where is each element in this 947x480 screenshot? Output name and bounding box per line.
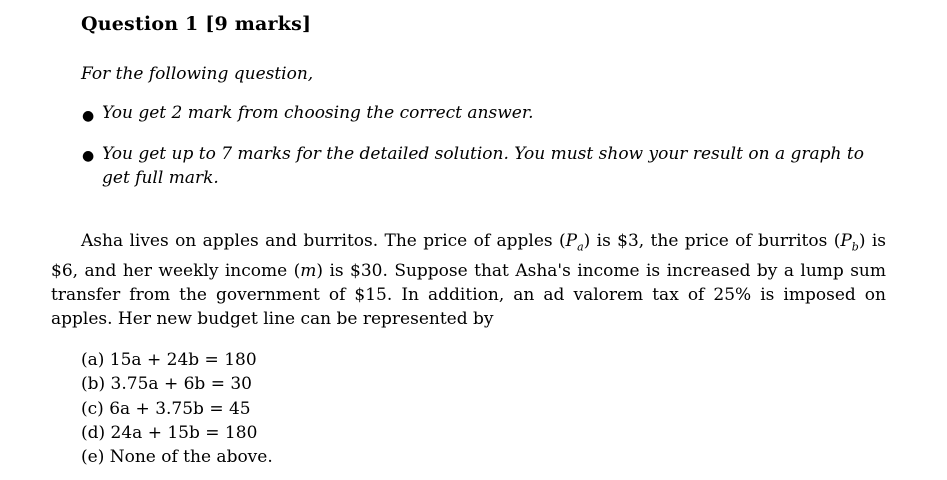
bullet-text-correct-answer: You get 2 mark from choosing the correct answer. bbox=[102, 103, 534, 123]
problem-text: ) is $6, and her weekly income ( bbox=[51, 231, 886, 282]
bullet-icon: ● bbox=[82, 108, 95, 124]
problem-text: ) is $30. Suppose that Asha's income is increased by a lump sum transfer from the government of $15. In addition, an ad valorem tax of 25% is imposed on apples. Her new budget line can be represented by bbox=[51, 261, 886, 330]
instructions-intro: For the following question, bbox=[81, 64, 314, 84]
option-e: (e) None of the above. bbox=[81, 447, 273, 468]
question-heading: Question 1 [9 marks] bbox=[81, 13, 312, 35]
option-d: (d) 24a + 15b = 180 bbox=[81, 422, 258, 443]
option-b: (b) 3.75a + 6b = 30 bbox=[81, 374, 252, 395]
income-symbol: m bbox=[300, 261, 317, 282]
price-burritos-symbol: $P_b$ bbox=[840, 231, 859, 254]
problem-text: Asha lives on apples and burritos. The price of apples ( bbox=[81, 231, 566, 251]
price-apples-symbol: $P_a$ bbox=[565, 231, 584, 254]
option-c: (c) 6a + 3.75b = 45 bbox=[81, 398, 251, 419]
bullet-text-detailed-solution: You get up to 7 marks for the detailed solution. You must show your result on a graph to get full mark. bbox=[102, 144, 864, 188]
option-a: (a) 15a + 24b = 180 bbox=[81, 350, 257, 370]
answer-options bbox=[81, 348, 273, 469]
problem-paragraph bbox=[51, 229, 886, 331]
bullet-icon: ● bbox=[82, 148, 95, 164]
problem-text: ) is $3, the price of burritos ( bbox=[583, 231, 841, 251]
